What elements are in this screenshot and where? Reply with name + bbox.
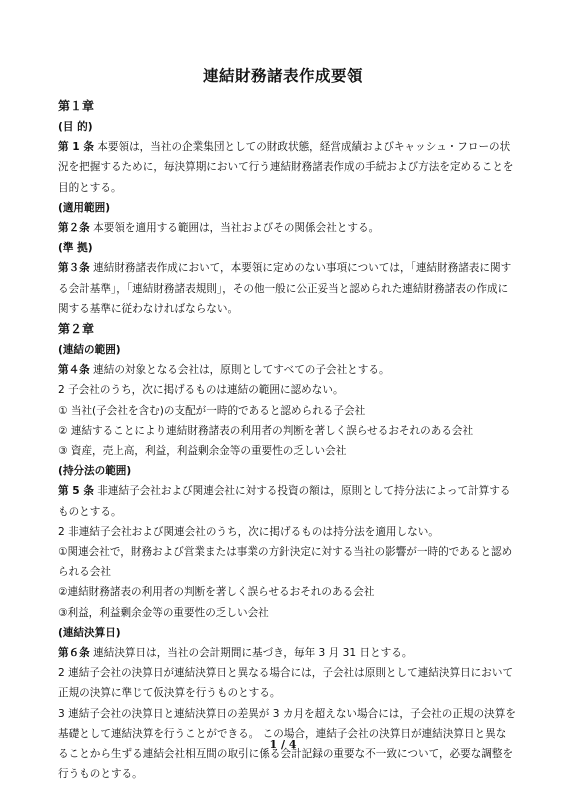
section-heading-equity-scope: (持分法の範囲) (58, 465, 132, 478)
article-1 (58, 137, 516, 198)
article-6-paragraph-3: 3 連結子会社の決算日と連結決算日の差異が 3 カ月を超えない場合には，子会社の正規の決算を基礎として連結決算を行うことができる。 この場合，連結子会社の決算日が連結決算日と異なることから生ずる連結会社相互間の取引に係る会計記録の重要な不一致について，必要な調整を行うものとする。 (58, 707, 516, 781)
article-2-text: 本要領を適用する範囲は，当社およびその関係会社とする。 (89, 222, 380, 235)
article-5 (58, 481, 516, 521)
article-2 (58, 218, 516, 238)
article-5-item-2: ②連結財務諸表の利用者の判断を著しく誤らせるおそれのある会社 (58, 586, 375, 599)
document-title: 連結財務諸表作成要領 (202, 67, 363, 85)
article-6 (58, 643, 516, 663)
article-6-label: 第６条 (58, 647, 90, 660)
document-body (58, 96, 516, 785)
article-4-text: 連結の対象となる会社は，原則としてすべての子会社とする。 (89, 364, 390, 377)
page-number: 1 / 4 (269, 738, 297, 751)
chapter-2-heading: 第２章 (58, 322, 95, 337)
article-4-item-3: ③ 資産，売上高，利益，利益剰余金等の重要性の乏しい会社 (58, 445, 347, 458)
section-heading-scope: (適用範囲) (58, 201, 111, 214)
section-heading-closing-date: (連結決算日) (58, 626, 121, 639)
article-4 (58, 360, 516, 380)
article-5-item-3: ③利益，利益剰余金等の重要性の乏しい会社 (58, 606, 269, 619)
article-6-text: 連結決算日は，当社の会計期間に基づき，毎年 3 月 31 日とする。 (89, 647, 413, 660)
article-3-text: 連結財務諸表作成において，本要領に定めのない事項については，「連結財務諸表に関する会計基準」，「連結財務諸表規則」，その他一般に公正妥当と認められた連結財務諸表の作成に関する基準に従わなければならない。 (58, 262, 512, 315)
article-4-item-1: ① 当社(子会社を含む)の支配が一時的であると認められる子会社 (58, 404, 366, 417)
article-2-label: 第２条 (58, 222, 90, 235)
section-heading-standards: (準 拠) (58, 242, 93, 255)
article-6-paragraph-2: 2 連結子会社の決算日が連結決算日と異なる場合には，子会社は原則として連結決算日において正規の決算に準じて仮決算を行うものとする。 (58, 667, 514, 700)
section-heading-purpose: (目 的) (58, 121, 93, 133)
article-4-paragraph-2: 2 子会社のうち，次に掲げるものは連結の範囲に認めない。 (58, 384, 344, 397)
article-1-label: 第 1 条 (58, 141, 94, 154)
article-5-label: 第 5 条 (58, 485, 94, 498)
article-5-paragraph-2: 2 非連結子会社および関連会社のうち，次に掲げるものは持分法を適用しない。 (58, 525, 439, 538)
article-5-item-1: ①関連会社で，財務および営業または事業の方針決定に対する当社の影響が一時的であると認められる会社 (58, 546, 513, 579)
article-1-text: 本要領は，当社の企業集団としての財政状態，経営成績およびキャッシュ・フローの状況を把握するために，毎決算期において行う連結財務諸表作成の手続および方法を定めることを目的とする。 (58, 141, 514, 194)
chapter-1-heading: 第１章 (58, 99, 95, 113)
article-4-item-2: ② 連結することにより連結財務諸表の利用者の判断を著しく誤らせるおそれのある会社 (58, 424, 474, 437)
article-5-text: 非連結子会社および関連会社に対する投資の額は，原則として持分法によって計算するものとする。 (58, 485, 511, 518)
section-heading-consolidation-scope: (連結の範囲) (58, 344, 121, 357)
article-4-label: 第４条 (58, 364, 90, 377)
article-3 (58, 258, 516, 319)
article-3-label: 第３条 (58, 262, 90, 275)
